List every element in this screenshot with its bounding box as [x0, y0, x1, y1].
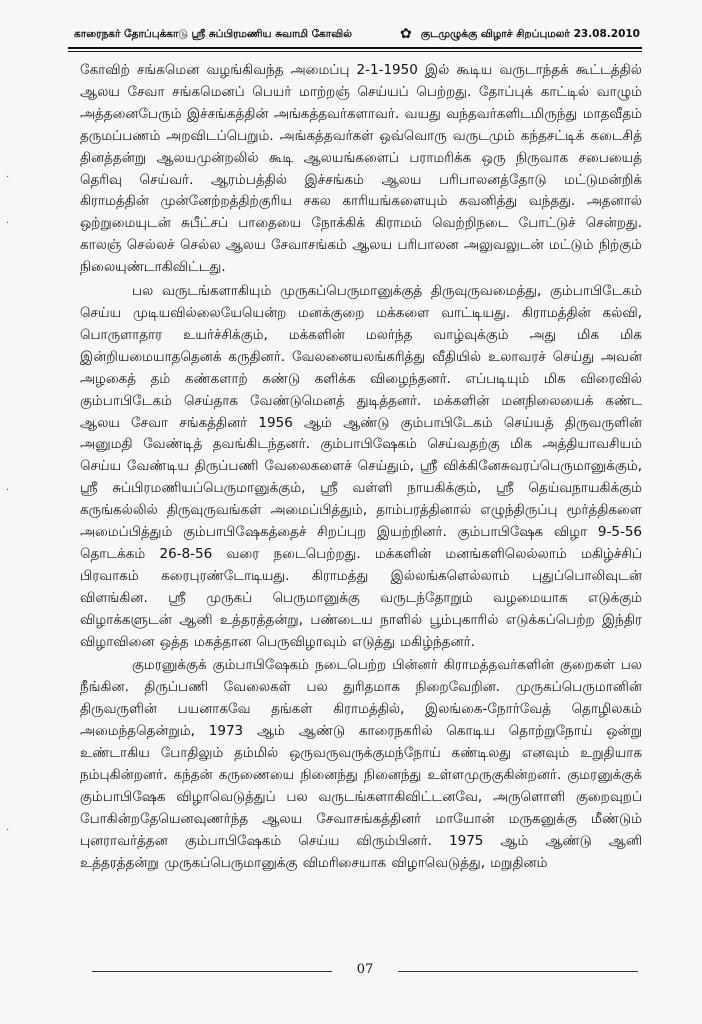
margin-mark: ·: [6, 825, 10, 836]
header-souvenir-title: குடமுழுக்கு விழாச் சிறப்புமலர் 23.08.2010: [420, 28, 640, 40]
page-footer: [92, 962, 638, 982]
header-rule-thick: [68, 47, 642, 49]
article-body: [80, 60, 642, 875]
header-rule-thin: [68, 51, 642, 52]
margin-mark: ·: [6, 485, 10, 496]
paragraph-2: பல வருடங்களாகியும் முருகப்பெருமானுக்குத் திருவுருவமைத்து, கும்பாபிடேகம் செய்ய முடியவில்லையேயென்ற மனக்குறை மக்களை வாட்டியது. கிராமத்தின் கல்வி, பொருளாதார உயர்ச்சிக்கும், மக்களின் மலர்ந்த வாழ்வுக்கும் அது மிக மிக இன்றியமையாததெனக் கருதினர். வேலனையலங்கரித்து வீதியில் உலாவரச் செய்து அவன் அழகைத் தம் கண்களாற் கண்டு களிக்க விழைந்தனர். எப்படியும் மிக விரைவில் கும்பாபிடேகம் செய்தாக வேண்டுமெனத் துடித்தனர். மக்களின் மனநிலையைக் கண்ட ஆலய சேவா சங்கத்தினர் 1956 ஆம் ஆண்டு கும்பாபிடேகம் செய்யத் திருவருளின் அனுமதி வேண்டித் தவங்கிடந்தனர். கும்பாபிஷேகம் செய்வதற்கு மிக அத்தியாவசியம் செய்ய வேண்டிய திருப்பணி வேலைகளைச் செய்தும், ஸ்ரீ விக்கினேசுவரப்பெருமானுக்கும், ஸ்ரீ சுப்பிரமணியப்பெருமானுக்கும், ஸ்ரீ வள்ளி நாயகிக்கும், ஸ்ரீ தெய்வநாயகிக்கும் கருங்கல்லில் திருவுருவங்கள் அமைப்பித்தும், தாம்பரத்தினால் எழுந்திருப்பு மூர்த்திகளை அமைப்பித்தும் கும்பாபிஷேகத்தைச் சிறப்புற இயற்றினர். கும்பாபிஷேக விழா 9-5-56 தொடக்கம் 26-8-56 வரை நடைபெற்றது. மக்களின் மனங்களிலெல்லாம் மகிழ்ச்சிப் பிரவாகம் கரைபுரண்டோடியது. கிராமத்து இல்லங்களெல்லாம் புதுப்பொலிவுடன் விளங்கின. ஸ்ரீ முருகப் பெருமானுக்கு வருடந்தோறும் வழமையாக எடுக்கும் விழாக்களுடன் ஆனி உத்தரத்தன்று, பண்டைய நாளில் பூம்புகாரில் எடுக்கப்பெற்ற இந்திர விழாவினை ஒத்த மகத்தான பெருவிழாவும் எடுத்து மகிழ்ந்தனர்.: [80, 283, 642, 650]
page-number: 07: [356, 962, 374, 977]
paragraph-1: கோவிற் சங்கமென வழங்கிவந்த அமைப்பு 2-1-1950 இல் கூடிய வருடாந்தக் கூட்டத்தில் ஆலய சேவா சங்கமெனப் பெயர் மாற்றஞ் செய்யப் பெற்றது. தோப்புக் காட்டில் வாழும் அத்தனைபேரும் இச்சங்கத்தின் அங்கத்தவர்களாவர். வயது வந்தவர்களிடமிருந்து மாதவீதம் தருமப்பணம் அறவிடப்பெறும். அங்கத்தவர்கள் ஒவ்வொரு வருடமும் கந்தசட்டிக் கடைசித் தினத்தன்று ஆலயமுன்றலில் கூடி ஆலயங்களைப் பராமரிக்க ஒரு நிருவாக சபையைத் தெரிவு செய்வர். ஆரம்பத்தில் இச்சங்கம் ஆலய பரிபாலனத்தோடு மட்டுமன்றிக் கிராமத்தின் முன்னேற்றத்திற்குரிய சகல காரியங்களையும் கவனித்து வந்தது. அதனால் ஒற்றுமையுடன் சுபீட்சப் பாதையை நோக்கிக் கிராமம் வெற்றிநடை போட்டுச் சென்றது. காலஞ் செல்லச் செல்ல ஆலய சேவாசங்கம் ஆலய பரிபாலன அலுவலுடன் மட்டும் நிற்கும் நிலையுண்டாகிவிட்டது.: [80, 62, 642, 276]
margin-mark: ·: [6, 172, 10, 183]
paragraph-3: குமரனுக்குக் கும்பாபிஷேகம் நடைபெற்ற பின்னர் கிராமத்தவர்களின் குறைகள் பல நீங்கின. திருப்பணி வேலைகள் பல துரிதமாக நிறைவேறின. முருகப்பெருமானின் திருவருளின் பயனாகவே தங்கள் கிராமத்தில், இலங்கை-நோர்வேத் தொழிலகம் அமைந்ததென்றும், 1973 ஆம் ஆண்டு காரைநகரில் கொடிய தொற்றுநோய் ஒன்று உண்டாகிய போதிலும் தம்மில் ஒருவருவருக்குமந்நோய் கண்டிலது எனவும் உறுதியாக நம்புகின்றனர். கந்தன் கருணையை நினைந்து நினைந்து உள்ளமுருகுகின்றனர். குமரனுக்குக் கும்பாபிஷேக விழாவெடுத்துப் பல வருடங்களாகிவிட்டனவே, அருளொளி குறைவுறப் போகின்றதேயெனவுணர்ந்த ஆலய சேவாசங்கத்தினர் மாயோன் மருகனுக்கு மீண்டும் புனராவர்த்தன கும்பாபிஷேகம் செய்ய விரும்பினர். 1975 ஆம் ஆண்டு ஆனி உத்தரத்தன்று முருகப்பெருமானுக்கு விமரிசையாக விழாவெடுத்து, மறுதினம்: [80, 657, 642, 871]
page-header: [60, 22, 646, 48]
margin-mark: ·: [6, 218, 10, 229]
header-flower-icon: ✿: [400, 26, 412, 42]
header-temple-title: காரைநகர் தோப்புக்காடு ஸ்ரீ சுப்பிரமணிய சுவாமி கோவில்: [74, 28, 352, 40]
footer-rule-right: [398, 971, 638, 972]
